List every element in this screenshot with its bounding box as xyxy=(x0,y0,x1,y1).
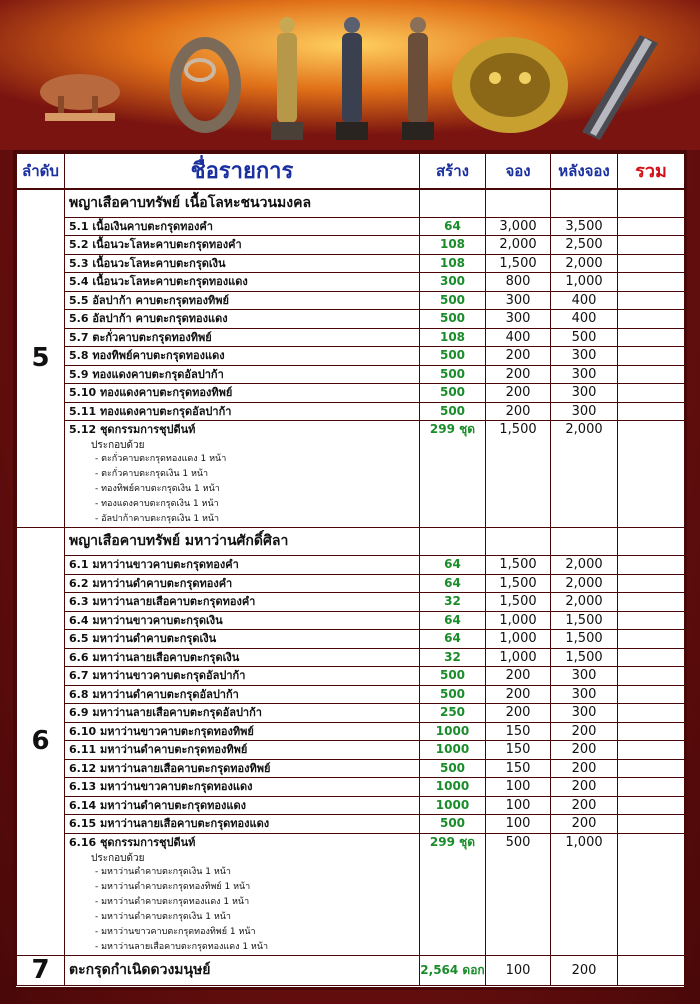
item-after-price: 2,000 xyxy=(551,574,618,593)
item-after-price: 300 xyxy=(551,402,618,421)
item-after-price: 1,000 xyxy=(551,273,618,292)
item-total xyxy=(618,704,685,723)
col-reserve-header: จอง xyxy=(486,154,551,190)
section-number: 7 xyxy=(17,955,65,985)
item-total xyxy=(618,273,685,292)
last-item-row xyxy=(17,955,685,985)
col-no-header: ลำดับ xyxy=(17,154,65,190)
item-after-price: 200 xyxy=(551,778,618,797)
item-qty: 1000 xyxy=(420,722,486,741)
item-qty: 500 xyxy=(420,347,486,366)
item-reserve-price: 200 xyxy=(486,384,551,403)
item-name: 6.15 มหาว่านลายเสือคาบตะกรุดทองแดง xyxy=(65,815,420,834)
set-reserve-price: 500 xyxy=(486,833,551,955)
item-reserve-price: 100 xyxy=(486,778,551,797)
item-name: 5.6 อัลปาก้า คาบตะกรุดทองแดง xyxy=(65,310,420,329)
item-name: 5.9 ทองแดงคาบตะกรุดอัลปาก้า xyxy=(65,365,420,384)
item-qty: 64 xyxy=(420,556,486,575)
item-name: 6.8 มหาว่านดำคาบตะกรุดอัลปาก้า xyxy=(65,685,420,704)
section-title: พญาเสือคาบทรัพย์ เนื้อโลหะชนวนมงคล xyxy=(65,189,420,217)
item-total xyxy=(618,667,685,686)
item-total xyxy=(618,328,685,347)
item-name: 6.11 มหาว่านดำคาบตะกรุดทองทิพย์ xyxy=(65,741,420,760)
item-reserve-price: 200 xyxy=(486,667,551,686)
empty-cell xyxy=(551,528,618,556)
item-reserve-price: 200 xyxy=(486,402,551,421)
section-title: พญาเสือคาบทรัพย์ มหาว่านศักดิ์ศิลา xyxy=(65,528,420,556)
table-body xyxy=(17,189,685,985)
set-row xyxy=(17,421,685,528)
item-reserve-price: 150 xyxy=(486,759,551,778)
set-contents-heading: ประกอบด้วย xyxy=(91,440,145,451)
item-name: 5.5 อัลปาก้า คาบตะกรุดทองทิพย์ xyxy=(65,291,420,310)
set-content-line: - มหาว่านขาวคาบตะกรุดทองทิพย์ 1 หน้า xyxy=(95,926,256,937)
item-total xyxy=(618,685,685,704)
item-name: 6.10 มหาว่านขาวคาบตะกรุดทองทิพย์ xyxy=(65,722,420,741)
table-row xyxy=(17,574,685,593)
item-after-price: 200 xyxy=(551,815,618,834)
item-total xyxy=(618,778,685,797)
item-reserve-price: 100 xyxy=(486,955,551,985)
item-total xyxy=(618,593,685,612)
section-title: ตะกรุดกำเนิดดวงมนุษย์ xyxy=(65,955,420,985)
table-row xyxy=(17,291,685,310)
item-qty: 32 xyxy=(420,648,486,667)
item-name: 6.7 มหาว่านขาวคาบตะกรุดอัลปาก้า xyxy=(65,667,420,686)
set-content-line: - ตะกั่วคาบตะกรุดทองแดง 1 หน้า xyxy=(95,454,227,464)
set-after-price: 2,000 xyxy=(551,421,618,528)
set-content-line: - ทองทิพย์คาบตะกรุดเงิน 1 หน้า xyxy=(95,484,220,494)
table-row xyxy=(17,273,685,292)
table-row xyxy=(17,593,685,612)
item-after-price: 300 xyxy=(551,704,618,723)
item-qty: 250 xyxy=(420,704,486,723)
set-name: 5.12 ชุดกรรมการชุปดีนท์ xyxy=(69,423,196,436)
table-row xyxy=(17,796,685,815)
set-description xyxy=(65,833,420,955)
item-reserve-price: 100 xyxy=(486,796,551,815)
set-name: 6.16 ชุดกรรมการชุปดีนท์ xyxy=(69,835,196,849)
item-name: 5.7 ตะกั่วคาบตะกรุดทองทิพย์ xyxy=(65,328,420,347)
item-name: 6.5 มหาว่านดำคาบตะกรุดเงิน xyxy=(65,630,420,649)
item-qty: 108 xyxy=(420,328,486,347)
set-total xyxy=(618,833,685,955)
item-reserve-price: 1,000 xyxy=(486,648,551,667)
item-name: 6.9 มหาว่านลายเสือคาบตะกรุดอัลปาก้า xyxy=(65,704,420,723)
item-reserve-price: 150 xyxy=(486,722,551,741)
item-after-price: 200 xyxy=(551,796,618,815)
item-total xyxy=(618,310,685,329)
item-reserve-price: 1,500 xyxy=(486,593,551,612)
item-after-price: 2,000 xyxy=(551,593,618,612)
item-name: 5.3 เนื้อนวะโลหะคาบตะกรุดเงิน xyxy=(65,254,420,273)
item-name: 6.12 มหาว่านลายเสือคาบตะกรุดทองทิพย์ xyxy=(65,759,420,778)
item-reserve-price: 800 xyxy=(486,273,551,292)
item-qty: 1000 xyxy=(420,778,486,797)
col-total-header: รวม xyxy=(618,154,685,190)
section-header-row xyxy=(17,189,685,217)
item-total xyxy=(618,796,685,815)
table-row xyxy=(17,556,685,575)
item-reserve-price: 2,000 xyxy=(486,236,551,255)
item-qty: 108 xyxy=(420,254,486,273)
set-content-line: - ทองแดงคาบตะกรุดเงิน 1 หน้า xyxy=(95,499,219,509)
set-content-line: - มหาว่านลายเสือคาบตะกรุดทองแดง 1 หน้า xyxy=(95,941,269,952)
section-number: 5 xyxy=(17,189,65,528)
item-total xyxy=(618,611,685,630)
col-qty-header: สร้าง xyxy=(420,154,486,190)
item-name: 6.1 มหาว่านขาวคาบตะกรุดทองคำ xyxy=(65,556,420,575)
section-header-row xyxy=(17,528,685,556)
set-content-line: - มหาว่านดำคาบตะกรุดทองแดง 1 หน้า xyxy=(95,896,250,907)
item-after-price: 300 xyxy=(551,685,618,704)
empty-cell xyxy=(420,528,486,556)
set-row xyxy=(17,833,685,955)
item-qty: 1000 xyxy=(420,796,486,815)
item-after-price: 500 xyxy=(551,328,618,347)
item-qty: 108 xyxy=(420,236,486,255)
col-after-header: หลังจอง xyxy=(551,154,618,190)
item-reserve-price: 400 xyxy=(486,328,551,347)
table-row xyxy=(17,778,685,797)
item-total xyxy=(618,741,685,760)
tiger-medallion-icon xyxy=(452,37,568,133)
item-after-price: 3,500 xyxy=(551,217,618,236)
item-name: 5.10 ทองแดงคาบตะกรุดทองทิพย์ xyxy=(65,384,420,403)
table-row xyxy=(17,384,685,403)
item-after-price: 2,000 xyxy=(551,556,618,575)
item-name: 6.6 มหาว่านลายเสือคาบตะกรุดเงิน xyxy=(65,648,420,667)
item-after-price: 400 xyxy=(551,291,618,310)
item-reserve-price: 200 xyxy=(486,685,551,704)
item-reserve-price: 200 xyxy=(486,347,551,366)
item-after-price: 400 xyxy=(551,310,618,329)
item-after-price: 200 xyxy=(551,759,618,778)
item-total xyxy=(618,815,685,834)
table-row xyxy=(17,217,685,236)
item-reserve-price: 1,500 xyxy=(486,556,551,575)
item-qty: 64 xyxy=(420,630,486,649)
item-qty: 500 xyxy=(420,384,486,403)
item-qty: 2,564 ดอก xyxy=(420,955,486,985)
item-reserve-price: 200 xyxy=(486,365,551,384)
empty-cell xyxy=(486,189,551,217)
item-name: 5.11 ทองแดงคาบตะกรุดอัลปาก้า xyxy=(65,402,420,421)
table-row xyxy=(17,648,685,667)
item-qty: 32 xyxy=(420,593,486,612)
item-after-price: 300 xyxy=(551,667,618,686)
item-qty: 500 xyxy=(420,815,486,834)
item-total xyxy=(618,236,685,255)
item-after-price: 300 xyxy=(551,365,618,384)
item-name: 6.3 มหาว่านลายเสือคาบตะกรุดทองคำ xyxy=(65,593,420,612)
item-after-price: 2,000 xyxy=(551,254,618,273)
item-after-price: 300 xyxy=(551,384,618,403)
item-after-price: 300 xyxy=(551,347,618,366)
set-contents-heading: ประกอบด้วย xyxy=(91,852,145,864)
item-name: 6.14 มหาว่านดำคาบตะกรุดทองแดง xyxy=(65,796,420,815)
item-qty: 500 xyxy=(420,291,486,310)
item-reserve-price: 1,500 xyxy=(486,574,551,593)
table-row xyxy=(17,236,685,255)
item-qty: 500 xyxy=(420,667,486,686)
item-after-price: 200 xyxy=(551,955,618,985)
item-total xyxy=(618,722,685,741)
item-total xyxy=(618,556,685,575)
item-name: 6.4 มหาว่านขาวคาบตะกรุดเงิน xyxy=(65,611,420,630)
table-row xyxy=(17,347,685,366)
item-reserve-price: 100 xyxy=(486,815,551,834)
item-total xyxy=(618,955,685,985)
item-total xyxy=(618,365,685,384)
bull-figurine-icon xyxy=(40,74,120,121)
table-row xyxy=(17,685,685,704)
table-header-row xyxy=(17,154,685,190)
item-after-price: 1,500 xyxy=(551,648,618,667)
item-reserve-price: 1,500 xyxy=(486,254,551,273)
item-after-price: 1,500 xyxy=(551,611,618,630)
item-reserve-price: 150 xyxy=(486,741,551,760)
set-content-line: - มหาว่านดำคาบตะกรุดทองทิพย์ 1 หน้า xyxy=(95,881,251,892)
table-row xyxy=(17,365,685,384)
item-total xyxy=(618,759,685,778)
table-row xyxy=(17,328,685,347)
empty-cell xyxy=(486,528,551,556)
amulet-banner xyxy=(0,0,700,150)
item-qty: 500 xyxy=(420,759,486,778)
table-row xyxy=(17,815,685,834)
item-qty: 300 xyxy=(420,273,486,292)
item-total xyxy=(618,384,685,403)
item-total xyxy=(618,402,685,421)
item-reserve-price: 1,000 xyxy=(486,630,551,649)
item-total xyxy=(618,574,685,593)
table-row xyxy=(17,759,685,778)
empty-cell xyxy=(420,189,486,217)
item-total xyxy=(618,630,685,649)
item-qty: 500 xyxy=(420,365,486,384)
item-name: 6.13 มหาว่านขาวคาบตะกรุดทองแดง xyxy=(65,778,420,797)
set-content-line: - อัลปาก้าคาบตะกรุดเงิน 1 หน้า xyxy=(95,514,220,524)
item-name: 5.4 เนื้อนวะโลหะคาบตะกรุดทองแดง xyxy=(65,273,420,292)
item-total xyxy=(618,648,685,667)
item-total xyxy=(618,347,685,366)
item-after-price: 1,500 xyxy=(551,630,618,649)
item-qty: 500 xyxy=(420,685,486,704)
empty-cell xyxy=(618,528,685,556)
item-total xyxy=(618,217,685,236)
set-qty: 299 ชุด xyxy=(420,833,486,955)
set-qty: 299 ชุด xyxy=(420,421,486,528)
item-after-price: 2,500 xyxy=(551,236,618,255)
item-reserve-price: 300 xyxy=(486,291,551,310)
table-row xyxy=(17,741,685,760)
item-reserve-price: 1,000 xyxy=(486,611,551,630)
set-content-line: - ตะกั่วคาบตะกรุดเงิน 1 หน้า xyxy=(95,469,209,479)
item-qty: 500 xyxy=(420,402,486,421)
item-qty: 64 xyxy=(420,574,486,593)
item-reserve-price: 3,000 xyxy=(486,217,551,236)
table-row xyxy=(17,667,685,686)
item-name: 5.1 เนื้อเงินคาบตะกรุดทองคำ xyxy=(65,217,420,236)
table-row xyxy=(17,704,685,723)
table-row xyxy=(17,402,685,421)
empty-cell xyxy=(618,189,685,217)
item-reserve-price: 200 xyxy=(486,704,551,723)
table-row xyxy=(17,611,685,630)
set-description xyxy=(65,421,420,528)
item-qty: 500 xyxy=(420,310,486,329)
table-row xyxy=(17,722,685,741)
item-name: 5.8 ทองทิพย์คาบตะกรุดทองแดง xyxy=(65,347,420,366)
item-name: 6.2 มหาว่านดำคาบตะกรุดทองคำ xyxy=(65,574,420,593)
set-total xyxy=(618,421,685,528)
set-reserve-price: 1,500 xyxy=(486,421,551,528)
set-content-line: - มหาว่านดำคาบตะกรุดเงิน 1 หน้า xyxy=(95,866,231,877)
section-number: 6 xyxy=(17,528,65,956)
item-qty: 1000 xyxy=(420,741,486,760)
item-after-price: 200 xyxy=(551,741,618,760)
table-row xyxy=(17,310,685,329)
col-name-header: ชื่อรายการ xyxy=(65,154,420,190)
item-qty: 64 xyxy=(420,611,486,630)
item-after-price: 200 xyxy=(551,722,618,741)
set-after-price: 1,000 xyxy=(551,833,618,955)
item-qty: 64 xyxy=(420,217,486,236)
empty-cell xyxy=(551,189,618,217)
item-reserve-price: 300 xyxy=(486,310,551,329)
table-row xyxy=(17,254,685,273)
item-total xyxy=(618,291,685,310)
set-content-line: - มหาว่านดำคาบตะกรุดเงิน 1 หน้า xyxy=(95,911,231,922)
item-total xyxy=(618,254,685,273)
item-name: 5.2 เนื้อนวะโลหะคาบตะกรุดทองคำ xyxy=(65,236,420,255)
price-table xyxy=(13,150,687,990)
table-row xyxy=(17,630,685,649)
